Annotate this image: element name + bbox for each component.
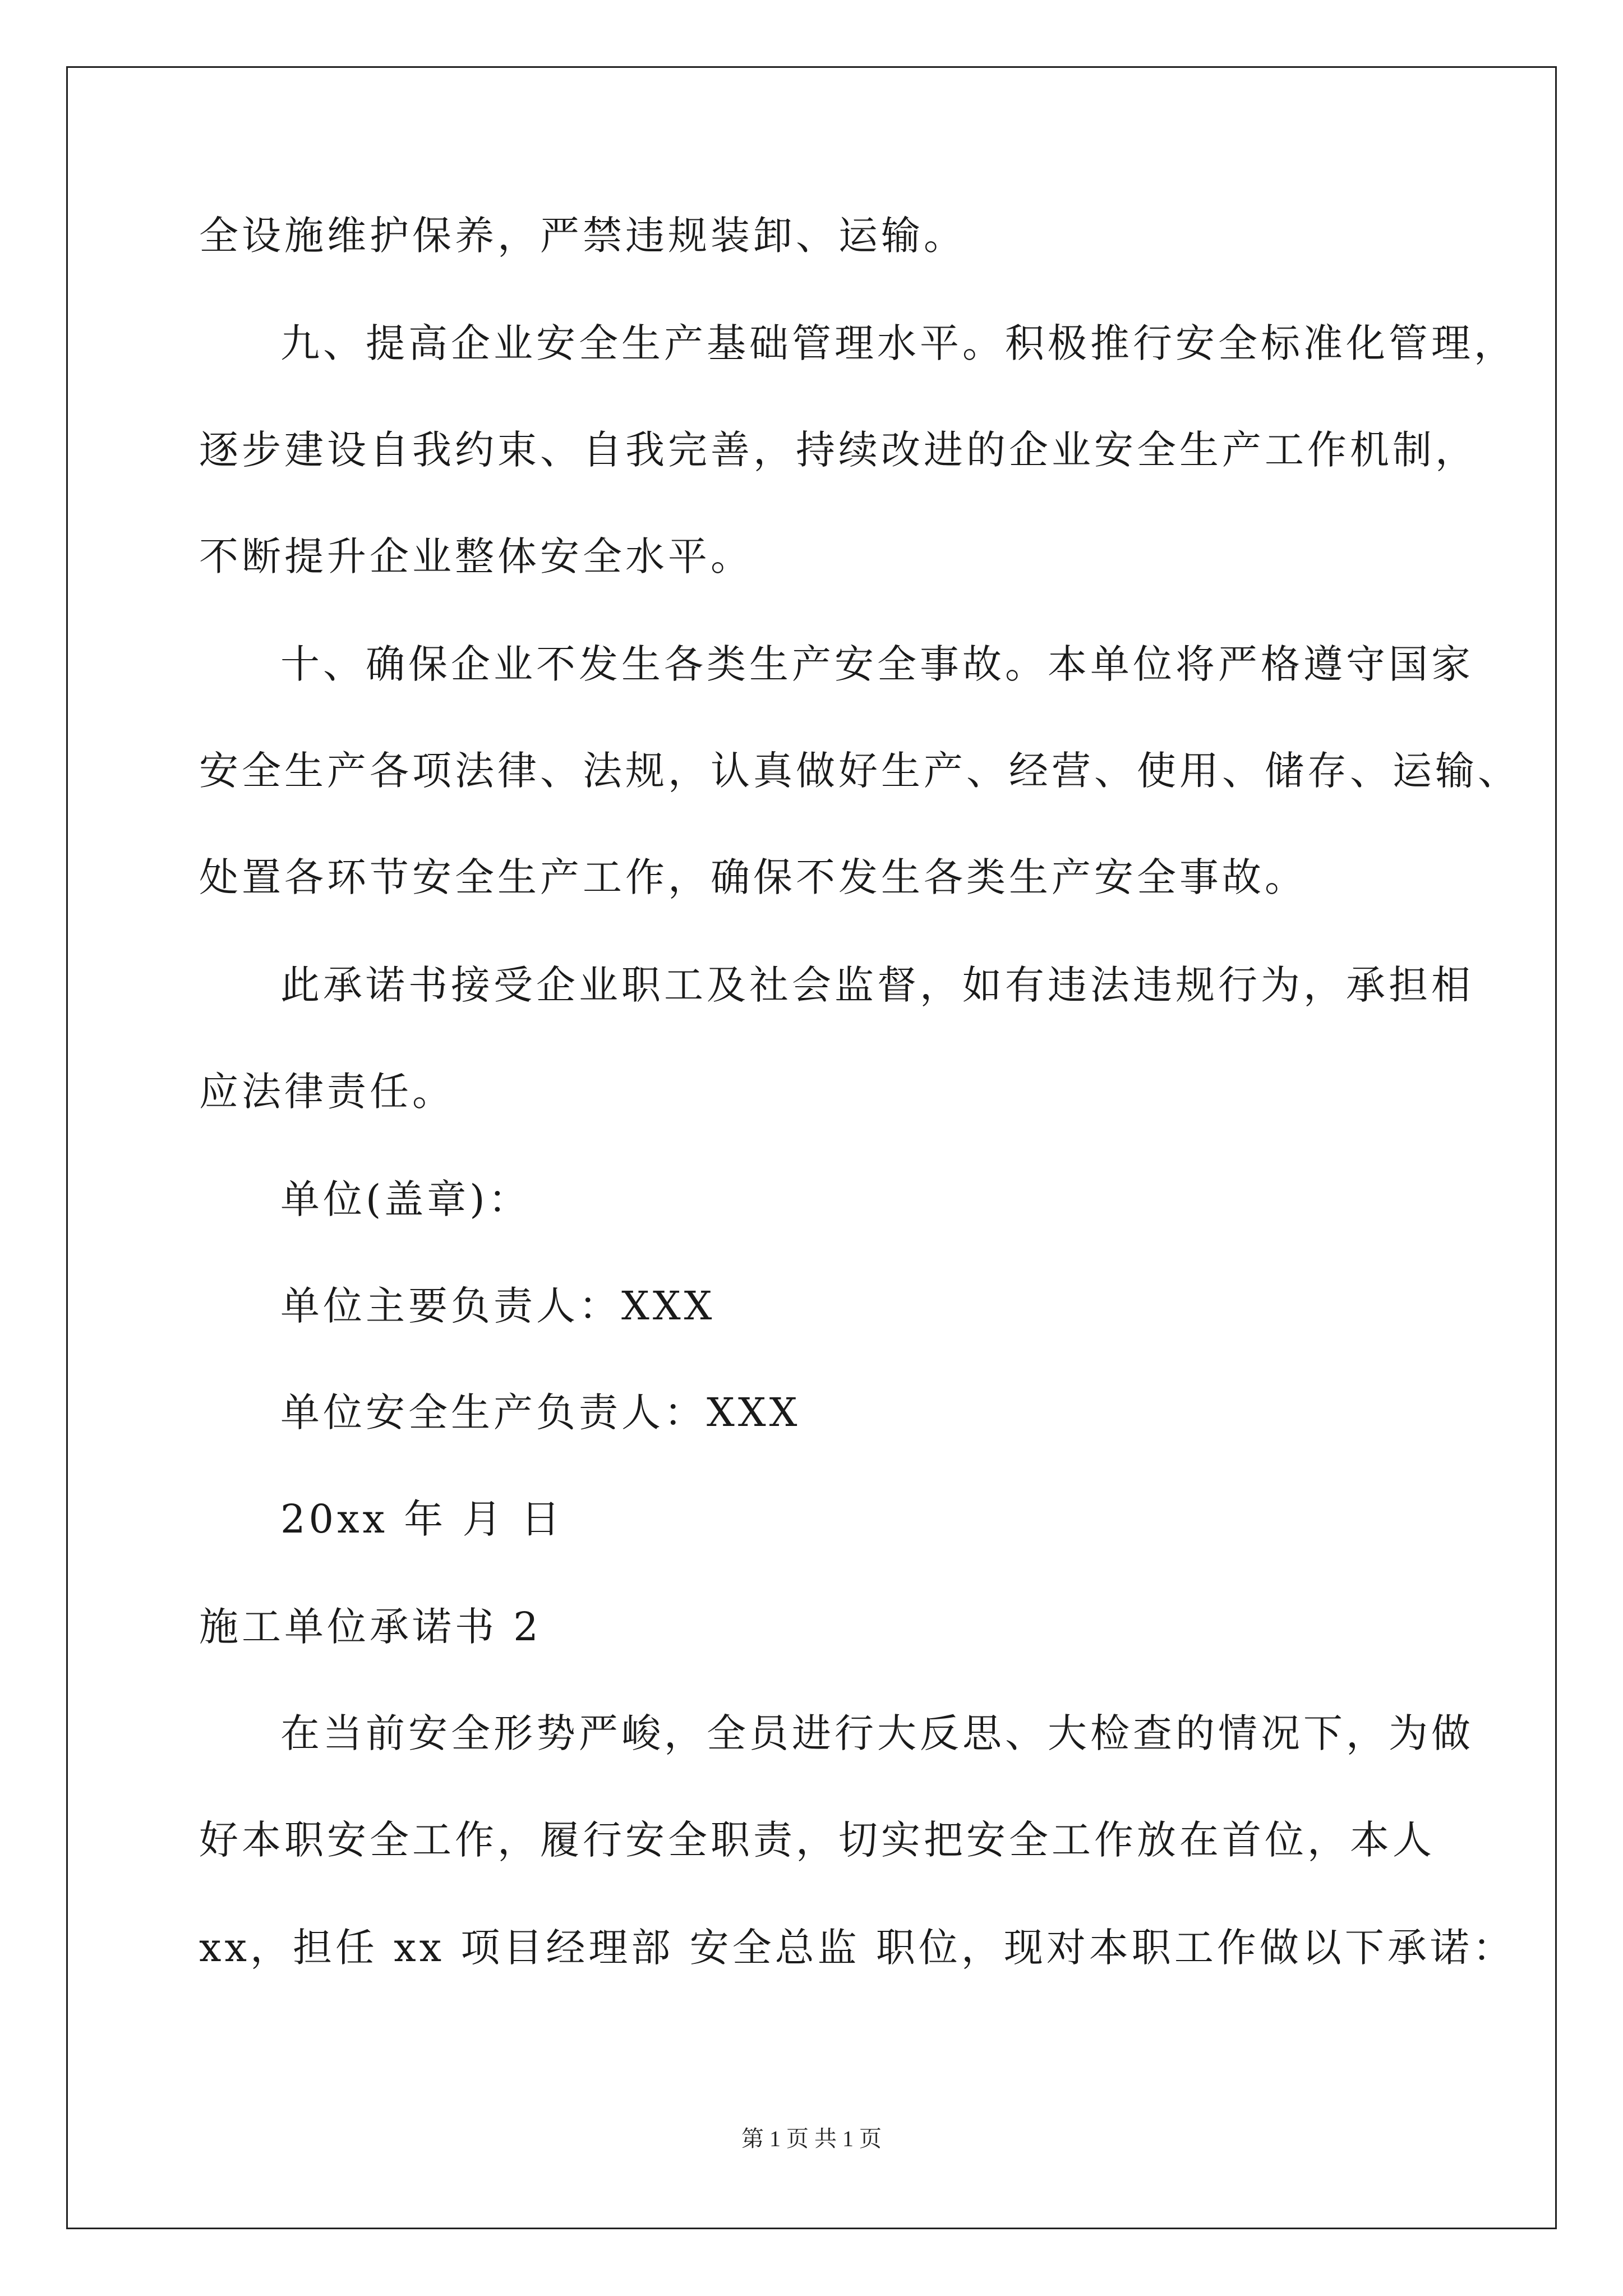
paragraph-line: 九、提高企业安全生产基础管理水平。积极推行安全标准化管理， [280,320,1516,366]
paragraph-line: 应法律责任。 [199,1069,455,1115]
seal-line: 单位(盖章)： [280,1176,531,1222]
paragraph-line: 不断提升企业整体安全水平。 [199,533,753,579]
paragraph-line: 全设施维护保养，严禁违规装卸、运输。 [199,213,966,259]
paragraph-line: 此承诺书接受企业职工及社会监督，如有违法违规行为，承担相 [280,962,1474,1008]
paragraph-line: 在当前安全形势严峻，全员进行大反思、大检查的情况下，为做 [280,1710,1474,1756]
paragraph-line: 处置各环节安全生产工作，确保不发生各类生产安全事故。 [199,854,1307,900]
principal-line: 单位主要负责人：XXX [280,1283,716,1329]
section-title: 施工单位承诺书 2 [199,1604,542,1650]
paragraph-line: 十、确保企业不发生各类生产安全事故。本单位将严格遵守国家 [280,641,1474,687]
date-line: 20xx 年 月 日 [280,1496,564,1542]
page-border [66,66,1557,2229]
paragraph-line: xx，担任 xx 项目经理部 安全总监 职位，现对本职工作做以下承诺： [199,1925,1515,1971]
paragraph-line: 逐步建设自我约束、自我完善，持续改进的企业安全生产工作机制， [199,427,1478,473]
page-number: 第 1 页 共 1 页 [741,2126,882,2151]
safety-officer-line: 单位安全生产负责人：XXX [280,1389,801,1435]
paragraph-line: 安全生产各项法律、法规，认真做好生产、经营、使用、储存、运输、 [199,748,1520,794]
paragraph-line: 好本职安全工作，履行安全职责，切实把安全工作放在首位，本人 [199,1817,1435,1863]
